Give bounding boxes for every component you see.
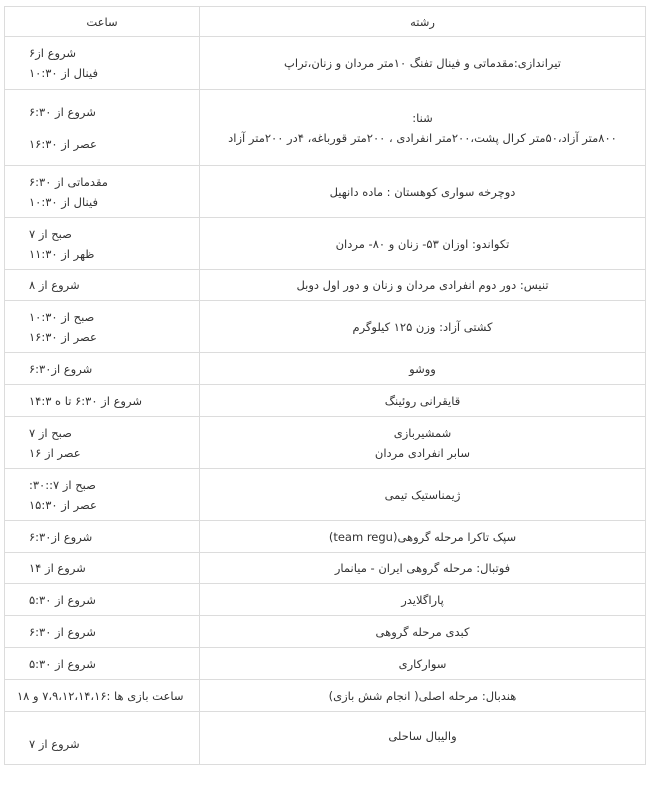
time-cell: شروع از ۵:۳۰ (5, 648, 200, 680)
time-cell: شروع از ۶:۳۰ (5, 616, 200, 648)
table-row (5, 353, 646, 385)
schedule-container (4, 6, 645, 765)
table-row (5, 218, 646, 270)
sport-cell: دوچرخه سواری کوهستان : ماده دانهیل (200, 166, 646, 218)
sport-cell: فوتبال: مرحله گروهی ایران - میانمار (200, 553, 646, 584)
header-sport: رشته (200, 7, 646, 37)
sport-cell: ووشو (200, 353, 646, 385)
sport-cell: سوارکاری (200, 648, 646, 680)
time-cell: شروع از ۶:۳۰ عصر از ۱۶:۳۰ (5, 90, 200, 166)
table-row (5, 521, 646, 553)
table-header-row (5, 7, 646, 37)
sport-cell: تیراندازی:مقدماتی و فینال تفنگ ۱۰متر مردان و زنان،تراپ (200, 37, 646, 90)
table-row (5, 680, 646, 712)
sport-cell: سپک تاکرا مرحله گروهی(team regu) (200, 521, 646, 553)
table-row (5, 553, 646, 584)
table-row (5, 90, 646, 166)
sport-cell: پاراگلایدر (200, 584, 646, 616)
time-cell: صبح از ۱۰:۳۰ عصر از ۱۶:۳۰ (5, 301, 200, 353)
time-cell: شروع از ۶:۳۰ تا ه ۱۴:۳ (5, 385, 200, 417)
time-cell: شروع از ۸ (5, 270, 200, 301)
sport-cell: والیبال ساحلی (200, 712, 646, 765)
table-row (5, 385, 646, 417)
time-cell: ساعت بازی ها :۷،۹،۱۲،۱۴،۱۶ و ۱۸ (5, 680, 200, 712)
time-cell: صبح از ۷ عصر از ۱۶ (5, 417, 200, 469)
time-cell: شروع از ۱۴ (5, 553, 200, 584)
time-cell: صبح از ۷ ظهر از ۱۱:۳۰ (5, 218, 200, 270)
table-row (5, 616, 646, 648)
sport-cell: شنا: ۸۰۰متر آزاد،۵۰متر کرال پشت،۲۰۰متر انفرادی ، ۲۰۰متر قورباغه، ۴در ۲۰۰متر آزاد (200, 90, 646, 166)
time-cell: شروع از۶ فینال از ۱۰:۳۰ (5, 37, 200, 90)
sport-cell: ژیمناستیک تیمی (200, 469, 646, 521)
header-time: ساعت (5, 7, 200, 37)
table-row (5, 469, 646, 521)
table-row (5, 37, 646, 90)
time-cell: شروع از۶:۳۰ (5, 353, 200, 385)
time-cell: شروع از۶:۳۰ (5, 521, 200, 553)
sport-cell: تنیس: دور دوم انفرادی مردان و زنان و دور اول دوبل (200, 270, 646, 301)
sport-cell: هندبال: مرحله اصلی( انجام شش بازی) (200, 680, 646, 712)
sport-cell: تکواندو: اوزان ۵۳- زنان و ۸۰- مردان (200, 218, 646, 270)
sport-cell: قایقرانی روئینگ (200, 385, 646, 417)
time-cell: شروع از ۷ (5, 712, 200, 765)
table-row (5, 270, 646, 301)
table-row (5, 301, 646, 353)
time-cell: صبح از ۷::۳۰: عصر از ۱۵:۳۰ (5, 469, 200, 521)
time-cell: مقدماتی از ۶:۳۰ فینال از ۱۰:۳۰ (5, 166, 200, 218)
table-row (5, 712, 646, 765)
sport-cell: کبدی مرحله گروهی (200, 616, 646, 648)
sport-cell: کشتی آزاد: وزن ۱۲۵ کیلوگرم (200, 301, 646, 353)
schedule-table (4, 6, 646, 765)
time-cell: شروع از ۵:۳۰ (5, 584, 200, 616)
sport-cell: شمشیربازی سابر انفرادی مردان (200, 417, 646, 469)
table-row (5, 648, 646, 680)
table-row (5, 166, 646, 218)
table-row (5, 417, 646, 469)
table-row (5, 584, 646, 616)
